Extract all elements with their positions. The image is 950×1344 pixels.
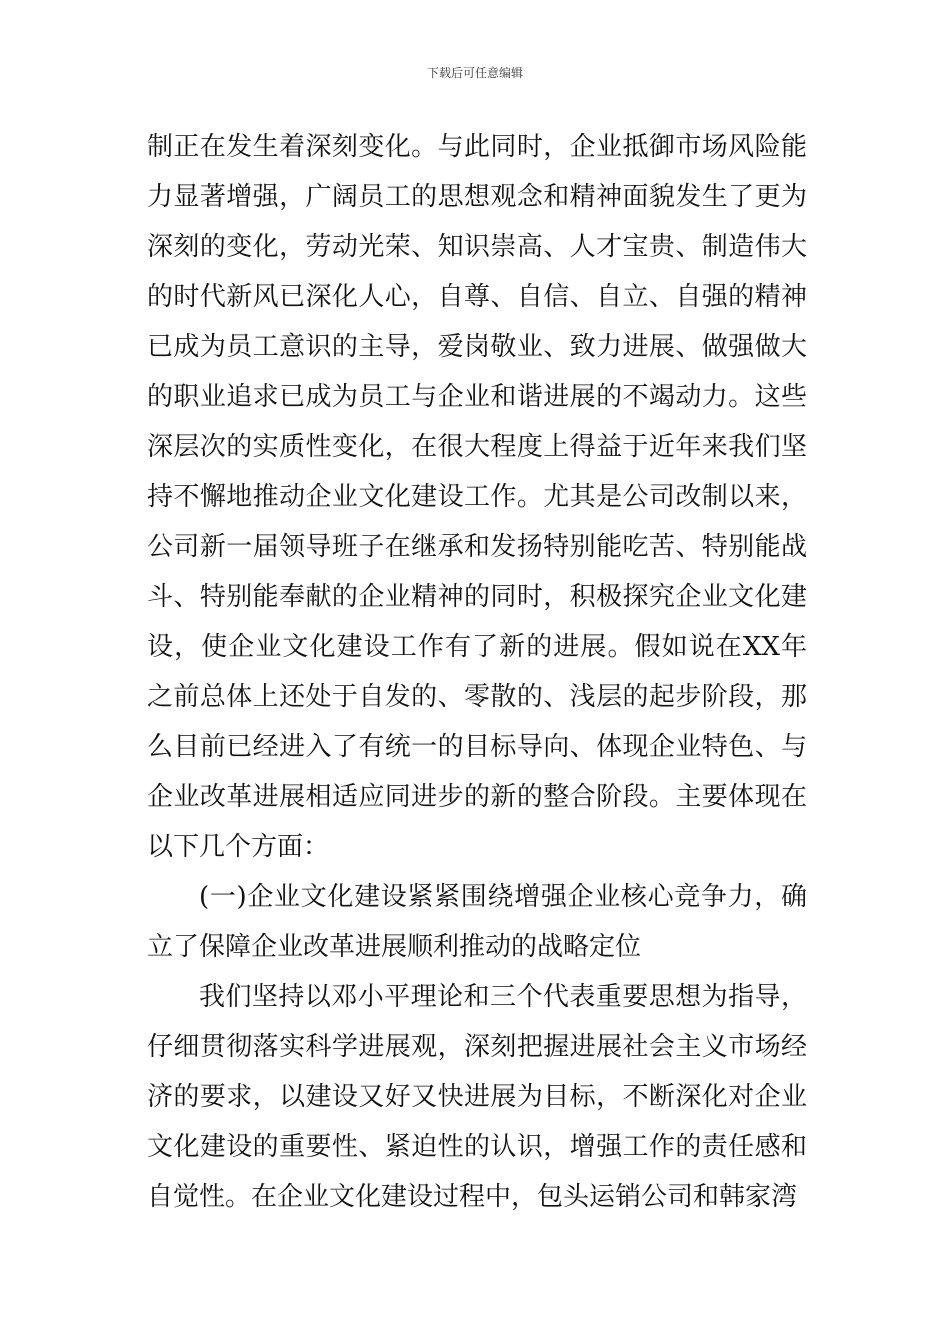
section-heading-paragraph: (一)企业文化建设紧紧围绕增强企业核心竞争力，确立了保障企业改革进展顺利推动的战略定位 bbox=[147, 882, 807, 962]
paragraph-body: 我们坚持以邓小平理论和三个代表重要思想为指导，仔细贯彻落实科学进展观，深刻把握进展社会主义市场经济的要求，以建设又好又快进展为目标，不断深化对企业文化建设的重要性、紧迫性的认识，增强工作的责任感和自觉性。在企业文化建设过程中，包头运销公司和韩家湾 bbox=[147, 982, 807, 1212]
document-body bbox=[147, 122, 807, 1222]
paragraph-continuation: 制正在发生着深刻变化。与此同时，企业抵御市场风险能力显著增强，广阔员工的思想观念和精神面貌发生了更为深刻的变化，劳动光荣、知识崇高、人才宝贵、制造伟大的时代新风已深化人心，自尊、自信、自立、自强的精神已成为员工意识的主导，爱岗敬业、致力进展、做强做大的职业追求已成为员工与企业和谐进展的不竭动力。这些深层次的实质性变化，在很大程度上得益于近年来我们坚持不懈地推动企业文化建设工作。尤其是公司改制以来，公司新一届领导班子在继承和发扬特别能吃苦、特别能战斗、特别能奉献的企业精神的同时，积极探究企业文化建设，使企业文化建设工作有了新的进展。假如说在XX年之前总体上还处于自发的、零散的、浅层的起步阶段，那么目前已经进入了有统一的目标导向、体现企业特色、与企业改革进展相适应同进步的新的整合阶段。主要体现在以下几个方面： bbox=[147, 132, 807, 862]
header-note: 下载后可任意编辑 bbox=[426, 66, 523, 80]
